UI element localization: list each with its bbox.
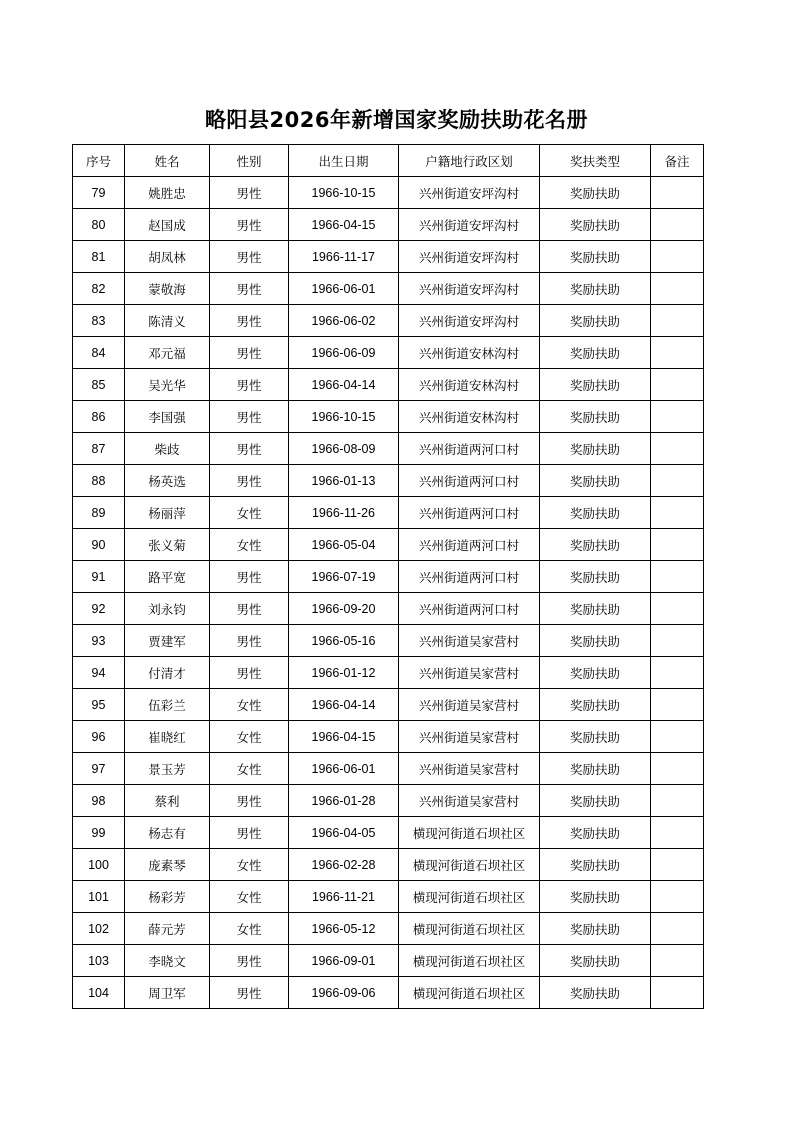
cell-name: 胡凤林 (125, 241, 210, 273)
cell-gender: 女性 (210, 881, 289, 913)
cell-gender: 女性 (210, 529, 289, 561)
cell-note (651, 913, 704, 945)
cell-index: 84 (73, 337, 125, 369)
table-row (73, 465, 704, 497)
cell-index: 96 (73, 721, 125, 753)
table-row (73, 241, 704, 273)
cell-region: 兴州街道两河口村 (399, 593, 540, 625)
cell-index: 81 (73, 241, 125, 273)
cell-name: 伍彩兰 (125, 689, 210, 721)
cell-note (651, 241, 704, 273)
roster-body (73, 177, 704, 1009)
cell-name: 吴光华 (125, 369, 210, 401)
cell-gender: 男性 (210, 625, 289, 657)
cell-type: 奖励扶助 (540, 465, 651, 497)
cell-birth-date: 1966-06-01 (289, 273, 399, 305)
cell-name: 蔡利 (125, 785, 210, 817)
cell-region: 兴州街道吴家营村 (399, 625, 540, 657)
cell-region: 兴州街道安林沟村 (399, 337, 540, 369)
cell-name: 邓元福 (125, 337, 210, 369)
cell-note (651, 657, 704, 689)
cell-region: 兴州街道安坪沟村 (399, 177, 540, 209)
cell-note (651, 401, 704, 433)
cell-birth-date: 1966-02-28 (289, 849, 399, 881)
table-row (73, 433, 704, 465)
cell-gender: 女性 (210, 913, 289, 945)
cell-type: 奖励扶助 (540, 401, 651, 433)
table-row (73, 273, 704, 305)
cell-type: 奖励扶助 (540, 561, 651, 593)
header-note: 备注 (651, 145, 704, 177)
table-row (73, 305, 704, 337)
table-row (73, 625, 704, 657)
cell-index: 82 (73, 273, 125, 305)
cell-region: 兴州街道吴家营村 (399, 721, 540, 753)
cell-note (651, 273, 704, 305)
cell-birth-date: 1966-09-06 (289, 977, 399, 1009)
cell-region: 兴州街道两河口村 (399, 529, 540, 561)
cell-index: 97 (73, 753, 125, 785)
table-row (73, 913, 704, 945)
cell-name: 蒙敬海 (125, 273, 210, 305)
cell-type: 奖励扶助 (540, 529, 651, 561)
cell-gender: 男性 (210, 433, 289, 465)
cell-index: 99 (73, 817, 125, 849)
cell-gender: 男性 (210, 561, 289, 593)
roster-table (72, 144, 704, 1009)
cell-name: 刘永钧 (125, 593, 210, 625)
cell-name: 姚胜忠 (125, 177, 210, 209)
cell-gender: 男性 (210, 337, 289, 369)
page-title: 略阳县2026年新增国家奖励扶助花名册 (205, 108, 588, 132)
cell-birth-date: 1966-06-02 (289, 305, 399, 337)
cell-index: 103 (73, 945, 125, 977)
cell-gender: 女性 (210, 689, 289, 721)
cell-region: 兴州街道吴家营村 (399, 785, 540, 817)
cell-region: 兴州街道安坪沟村 (399, 273, 540, 305)
cell-birth-date: 1966-10-15 (289, 177, 399, 209)
cell-gender: 男性 (210, 305, 289, 337)
cell-gender: 女性 (210, 849, 289, 881)
cell-gender: 女性 (210, 753, 289, 785)
cell-index: 87 (73, 433, 125, 465)
cell-region: 兴州街道两河口村 (399, 561, 540, 593)
cell-gender: 男性 (210, 945, 289, 977)
cell-note (651, 817, 704, 849)
cell-birth-date: 1966-04-15 (289, 721, 399, 753)
cell-type: 奖励扶助 (540, 305, 651, 337)
cell-type: 奖励扶助 (540, 721, 651, 753)
cell-note (651, 881, 704, 913)
cell-name: 杨丽萍 (125, 497, 210, 529)
cell-birth-date: 1966-04-15 (289, 209, 399, 241)
cell-note (651, 593, 704, 625)
cell-name: 庞素琴 (125, 849, 210, 881)
cell-type: 奖励扶助 (540, 657, 651, 689)
cell-note (651, 977, 704, 1009)
cell-type: 奖励扶助 (540, 497, 651, 529)
header-birth-date: 出生日期 (289, 145, 399, 177)
cell-birth-date: 1966-05-12 (289, 913, 399, 945)
cell-birth-date: 1966-01-28 (289, 785, 399, 817)
cell-gender: 男性 (210, 657, 289, 689)
cell-note (651, 753, 704, 785)
cell-index: 83 (73, 305, 125, 337)
header-gender: 性别 (210, 145, 289, 177)
cell-name: 李晓文 (125, 945, 210, 977)
cell-gender: 男性 (210, 401, 289, 433)
header-row (73, 145, 704, 177)
table-row (73, 369, 704, 401)
cell-region: 兴州街道吴家营村 (399, 689, 540, 721)
table-row (73, 945, 704, 977)
table-row (73, 337, 704, 369)
cell-type: 奖励扶助 (540, 753, 651, 785)
cell-birth-date: 1966-01-13 (289, 465, 399, 497)
cell-note (651, 625, 704, 657)
cell-note (651, 465, 704, 497)
cell-name: 赵国成 (125, 209, 210, 241)
table-row (73, 209, 704, 241)
cell-name: 李国强 (125, 401, 210, 433)
cell-region: 横现河街道石坝社区 (399, 881, 540, 913)
cell-type: 奖励扶助 (540, 625, 651, 657)
cell-region: 兴州街道安坪沟村 (399, 209, 540, 241)
cell-note (651, 497, 704, 529)
cell-note (651, 369, 704, 401)
cell-birth-date: 1966-04-14 (289, 369, 399, 401)
cell-type: 奖励扶助 (540, 369, 651, 401)
cell-type: 奖励扶助 (540, 785, 651, 817)
cell-index: 95 (73, 689, 125, 721)
cell-type: 奖励扶助 (540, 849, 651, 881)
cell-type: 奖励扶助 (540, 945, 651, 977)
cell-name: 贾建军 (125, 625, 210, 657)
table-row (73, 881, 704, 913)
cell-region: 横现河街道石坝社区 (399, 913, 540, 945)
cell-birth-date: 1966-04-14 (289, 689, 399, 721)
cell-region: 兴州街道吴家营村 (399, 753, 540, 785)
cell-name: 路平宽 (125, 561, 210, 593)
cell-birth-date: 1966-09-20 (289, 593, 399, 625)
table-row (73, 497, 704, 529)
cell-name: 崔晓红 (125, 721, 210, 753)
cell-region: 兴州街道安坪沟村 (399, 241, 540, 273)
cell-birth-date: 1966-06-01 (289, 753, 399, 785)
cell-region: 横现河街道石坝社区 (399, 817, 540, 849)
cell-name: 杨志有 (125, 817, 210, 849)
cell-birth-date: 1966-04-05 (289, 817, 399, 849)
cell-gender: 男性 (210, 465, 289, 497)
cell-birth-date: 1966-05-04 (289, 529, 399, 561)
cell-type: 奖励扶助 (540, 209, 651, 241)
cell-note (651, 529, 704, 561)
cell-birth-date: 1966-09-01 (289, 945, 399, 977)
cell-region: 横现河街道石坝社区 (399, 945, 540, 977)
cell-index: 94 (73, 657, 125, 689)
cell-gender: 男性 (210, 209, 289, 241)
cell-note (651, 721, 704, 753)
table-row (73, 401, 704, 433)
cell-type: 奖励扶助 (540, 433, 651, 465)
cell-index: 98 (73, 785, 125, 817)
cell-index: 90 (73, 529, 125, 561)
cell-index: 89 (73, 497, 125, 529)
cell-region: 兴州街道安林沟村 (399, 401, 540, 433)
cell-index: 101 (73, 881, 125, 913)
cell-note (651, 209, 704, 241)
cell-index: 79 (73, 177, 125, 209)
header-region: 户籍地行政区划 (399, 145, 540, 177)
cell-gender: 男性 (210, 785, 289, 817)
table-row (73, 657, 704, 689)
cell-gender: 男性 (210, 177, 289, 209)
cell-note (651, 945, 704, 977)
cell-index: 88 (73, 465, 125, 497)
cell-region: 兴州街道安林沟村 (399, 369, 540, 401)
table-row (73, 593, 704, 625)
cell-index: 91 (73, 561, 125, 593)
cell-gender: 男性 (210, 369, 289, 401)
cell-type: 奖励扶助 (540, 689, 651, 721)
cell-region: 横现河街道石坝社区 (399, 977, 540, 1009)
cell-index: 85 (73, 369, 125, 401)
cell-index: 104 (73, 977, 125, 1009)
cell-gender: 男性 (210, 593, 289, 625)
cell-gender: 女性 (210, 497, 289, 529)
cell-birth-date: 1966-11-17 (289, 241, 399, 273)
header-index: 序号 (73, 145, 125, 177)
cell-region: 兴州街道安坪沟村 (399, 305, 540, 337)
cell-index: 93 (73, 625, 125, 657)
cell-name: 柴歧 (125, 433, 210, 465)
cell-gender: 男性 (210, 241, 289, 273)
cell-gender: 男性 (210, 273, 289, 305)
table-row (73, 753, 704, 785)
header-type: 奖扶类型 (540, 145, 651, 177)
cell-region: 兴州街道两河口村 (399, 497, 540, 529)
cell-type: 奖励扶助 (540, 241, 651, 273)
cell-birth-date: 1966-06-09 (289, 337, 399, 369)
cell-birth-date: 1966-01-12 (289, 657, 399, 689)
cell-birth-date: 1966-07-19 (289, 561, 399, 593)
cell-index: 86 (73, 401, 125, 433)
cell-name: 张义菊 (125, 529, 210, 561)
table-row (73, 689, 704, 721)
cell-name: 杨彩芳 (125, 881, 210, 913)
cell-type: 奖励扶助 (540, 337, 651, 369)
cell-note (651, 433, 704, 465)
table-row (73, 977, 704, 1009)
cell-type: 奖励扶助 (540, 913, 651, 945)
table-row (73, 721, 704, 753)
table-row (73, 849, 704, 881)
cell-birth-date: 1966-05-16 (289, 625, 399, 657)
cell-birth-date: 1966-11-21 (289, 881, 399, 913)
cell-note (651, 689, 704, 721)
table-row (73, 785, 704, 817)
header-name: 姓名 (125, 145, 210, 177)
cell-type: 奖励扶助 (540, 817, 651, 849)
cell-region: 兴州街道两河口村 (399, 465, 540, 497)
cell-type: 奖励扶助 (540, 977, 651, 1009)
cell-birth-date: 1966-10-15 (289, 401, 399, 433)
cell-name: 景玉芳 (125, 753, 210, 785)
cell-gender: 女性 (210, 721, 289, 753)
cell-note (651, 177, 704, 209)
cell-index: 92 (73, 593, 125, 625)
cell-type: 奖励扶助 (540, 177, 651, 209)
cell-type: 奖励扶助 (540, 593, 651, 625)
cell-name: 杨英选 (125, 465, 210, 497)
cell-region: 兴州街道吴家营村 (399, 657, 540, 689)
cell-note (651, 849, 704, 881)
cell-name: 陈清义 (125, 305, 210, 337)
cell-type: 奖励扶助 (540, 881, 651, 913)
table-row (73, 177, 704, 209)
cell-index: 80 (73, 209, 125, 241)
cell-index: 102 (73, 913, 125, 945)
cell-note (651, 561, 704, 593)
cell-note (651, 785, 704, 817)
cell-name: 周卫军 (125, 977, 210, 1009)
cell-gender: 男性 (210, 817, 289, 849)
cell-note (651, 305, 704, 337)
cell-index: 100 (73, 849, 125, 881)
cell-note (651, 337, 704, 369)
cell-birth-date: 1966-08-09 (289, 433, 399, 465)
table-row (73, 561, 704, 593)
cell-type: 奖励扶助 (540, 273, 651, 305)
table-row (73, 529, 704, 561)
cell-region: 横现河街道石坝社区 (399, 849, 540, 881)
cell-name: 付清才 (125, 657, 210, 689)
cell-region: 兴州街道两河口村 (399, 433, 540, 465)
table-row (73, 817, 704, 849)
cell-name: 薛元芳 (125, 913, 210, 945)
cell-gender: 男性 (210, 977, 289, 1009)
cell-birth-date: 1966-11-26 (289, 497, 399, 529)
